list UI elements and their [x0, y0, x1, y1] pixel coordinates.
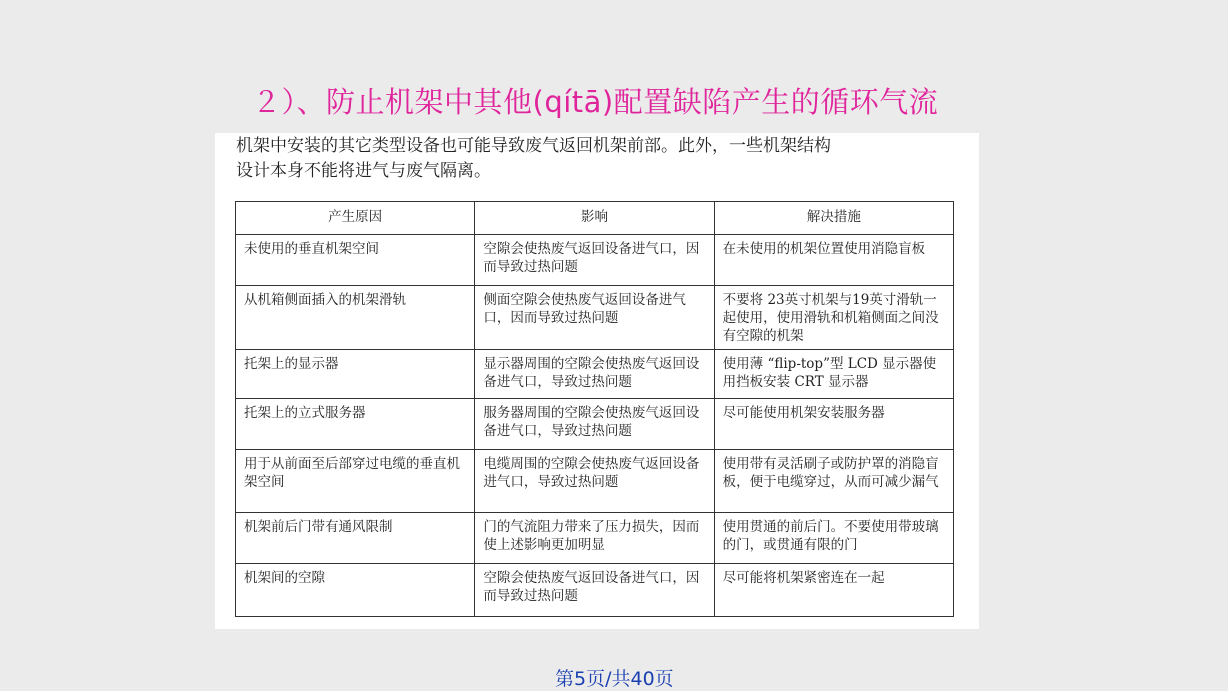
cell-solution: 尽可能将机架紧密连在一起 [714, 564, 953, 617]
cell-cause: 未使用的垂直机架空间 [236, 235, 475, 286]
cell-effect: 门的气流阻力带来了压力损失，因而使上述影响更加明显 [475, 513, 714, 564]
cell-solution: 尽可能使用机架安装服务器 [714, 399, 953, 450]
cell-cause: 用于从前面至后部穿过电缆的垂直机架空间 [236, 450, 475, 513]
cell-solution: 使用带有灵活刷子或防护罩的消隐盲板，便于电缆穿过，从而可减少漏气 [714, 450, 953, 513]
intro-line: 机架中安装的其它类型设备也可能导致废气返回机架前部。此外，一些机架结构 [236, 136, 831, 156]
fault-table [235, 201, 954, 617]
intro-line: 设计本身不能将进气与废气隔离。 [236, 161, 491, 181]
cell-solution: 使用薄 “flip-top”型 LCD 显示器使用挡板安装 CRT 显示器 [714, 350, 953, 399]
table-row [236, 350, 954, 399]
cell-effect: 空隙会使热废气返回设备进气口，因而导致过热问题 [475, 235, 714, 286]
column-header-solution: 解决措施 [714, 202, 953, 235]
cell-cause: 机架前后门带有通风限制 [236, 513, 475, 564]
table-row [236, 286, 954, 350]
table-header-row [236, 202, 954, 235]
column-header-cause: 产生原因 [236, 202, 475, 235]
cell-solution: 在未使用的机架位置使用消隐盲板 [714, 235, 953, 286]
table-row [236, 235, 954, 286]
cell-cause: 托架上的立式服务器 [236, 399, 475, 450]
table-row [236, 513, 954, 564]
cell-solution: 使用贯通的前后门。不要使用带玻璃的门，或贯通有限的门 [714, 513, 953, 564]
table-row [236, 450, 954, 513]
cell-cause: 托架上的显示器 [236, 350, 475, 399]
cell-solution: 不要将 23英寸机架与19英寸滑轨一起使用，使用滑轨和机箱侧面之间没有空隙的机架 [714, 286, 953, 350]
cell-cause: 从机箱侧面插入的机架滑轨 [236, 286, 475, 350]
slide-title: ２）、防止机架中其他(qítā)配置缺陷产生的循环气流 [252, 85, 939, 119]
cell-effect: 空隙会使热废气返回设备进气口，因而导致过热问题 [475, 564, 714, 617]
page-indicator: 第5页/共40页 [555, 668, 674, 690]
cell-cause: 机架间的空隙 [236, 564, 475, 617]
cell-effect: 电缆周围的空隙会使热废气返回设备进气口，导致过热问题 [475, 450, 714, 513]
cell-effect: 服务器周围的空隙会使热废气返回设备进气口，导致过热问题 [475, 399, 714, 450]
intro-paragraph [236, 134, 956, 184]
cell-effect: 侧面空隙会使热废气返回设备进气口，因而导致过热问题 [475, 286, 714, 350]
cell-effect: 显示器周围的空隙会使热废气返回设备进气口，导致过热问题 [475, 350, 714, 399]
table-row [236, 564, 954, 617]
table-row [236, 399, 954, 450]
column-header-effect: 影响 [475, 202, 714, 235]
